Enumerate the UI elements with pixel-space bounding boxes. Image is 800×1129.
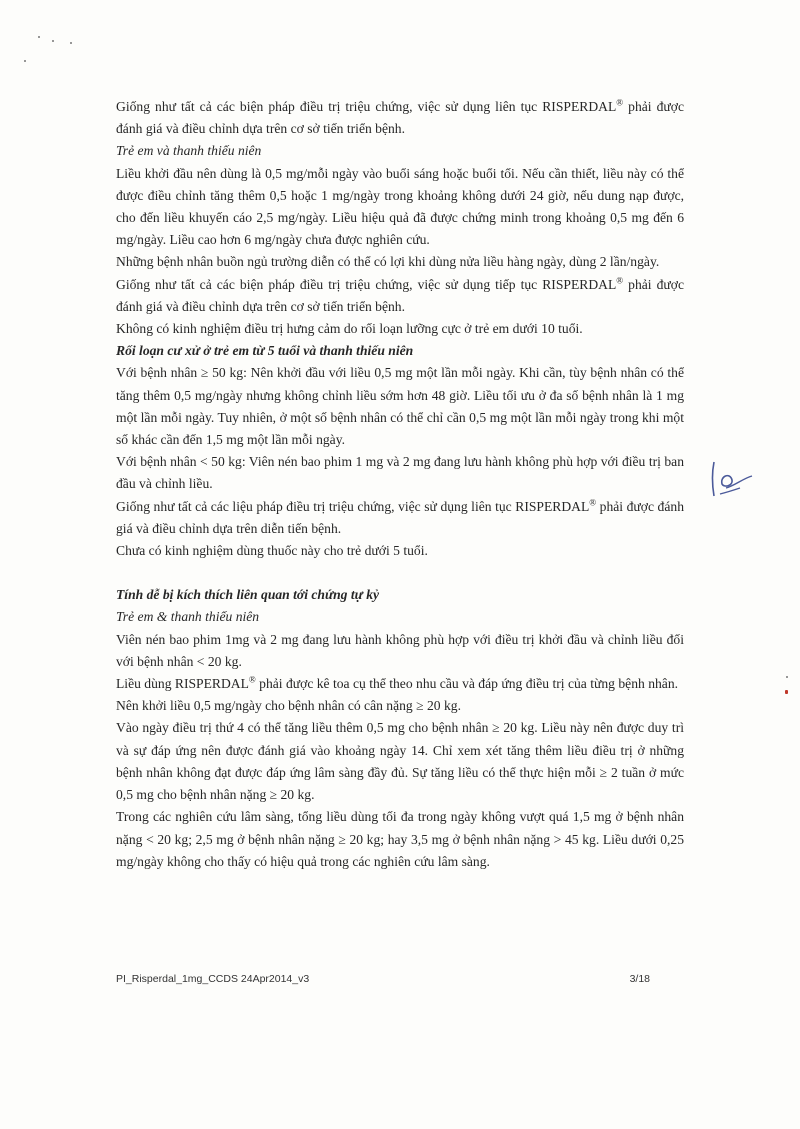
scan-speck: [24, 60, 26, 62]
paragraph: Trong các nghiên cứu lâm sàng, tổng liều dùng tối đa trong ngày không vượt quá 1,5 mg ở bệnh nhân nặng < 20 kg; 2,5 mg ở bệnh nhân nặng ≥ 20 kg; hay 3,5 mg ở bệnh nhân nặng > 45 kg. Liều dưới 0,25 mg/ngày không cho thấy có hiệu quả trong các nghiên cứu lâm sàng.: [116, 809, 684, 869]
signature-mark-icon: [700, 450, 760, 510]
scan-speck: [785, 690, 788, 694]
paragraph: Viên nén bao phim 1mg và 2 mg đang lưu hành không phù hợp với điều trị khởi đầu và chỉnh liều đối với bệnh nhân < 20 kg.: [116, 631, 684, 669]
paragraph: Với bệnh nhân < 50 kg: Viên nén bao phim 1 mg và 2 mg đang lưu hành không phù hợp với điều trị ban đầu và chỉnh liều.: [116, 454, 684, 492]
paragraph: Nên khởi liều 0,5 mg/ngày cho bệnh nhân có cân nặng ≥ 20 kg.: [116, 698, 461, 714]
paragraph: Giống như tất cả các liệu pháp điều trị triệu chứng, việc sử dụng liên tục RISPERDAL® phải được đánh giá và điều chỉnh dựa trên diễn tiến bệnh.: [116, 497, 684, 536]
subheading-children: Trẻ em và thanh thiếu niên: [116, 143, 262, 159]
body-text: [116, 96, 684, 873]
section-heading-irritability: Tính dễ bị kích thích liên quan tới chứng tự kỷ: [116, 587, 380, 603]
paragraph: Những bệnh nhân buồn ngủ trường diễn có thể có lợi khi dùng nửa liều hàng ngày, dùng 2 lần/ngày.: [116, 254, 660, 270]
paragraph: Liều khởi đầu nên dùng là 0,5 mg/mỗi ngày vào buổi sáng hoặc buổi tối. Nếu cần thiết, liều này có thể được điều chỉnh tăng thêm 0,5 hoặc 1 mg/ngày trong khoảng không dưới 24 giờ, nếu dung nạp được, cho đến liều khuyến cáo 2,5 mg/ngày. Liều hiệu quả đã được chứng minh trong khoảng 0,5 mg đến 6 mg/ngày. Liều cao hơn 6 mg/ngày chưa được nghiên cứu.: [116, 165, 684, 248]
subheading-children: Trẻ em & thanh thiếu niên: [116, 609, 260, 625]
document-id: PI_Risperdal_1mg_CCDS 24Apr2014_v3: [116, 973, 310, 985]
paragraph: Giống như tất cả các biện pháp điều trị triệu chứng, việc sử dụng liên tục RISPERDAL® phải được đánh giá và điều chỉnh dựa trên cơ sở tiến triển bệnh.: [116, 97, 684, 137]
section-heading-conduct: Rối loạn cư xử ở trẻ em từ 5 tuổi và thanh thiếu niên: [116, 343, 414, 359]
scan-speck: [52, 40, 54, 42]
scan-speck: [70, 42, 72, 44]
paragraph: Với bệnh nhân ≥ 50 kg: Nên khởi đầu với liều 0,5 mg một lần mỗi ngày. Khi cần, tùy bệnh nhân có thể tăng thêm 0,5 mg/ngày nhưng không chỉnh liều sớm hơn 48 giờ. Liều tối ưu ở đa số bệnh nhân là 1 mg một lần mỗi ngày. Tuy nhiên, ở một số bệnh nhân có thể chỉ cần 0,5 mg một lần mỗi ngày trong khi một số khác cần đến 1,5 mg một lần mỗi ngày.: [116, 365, 684, 448]
page-number: 3/18: [629, 973, 650, 985]
paragraph: Giống như tất cả các biện pháp điều trị triệu chứng, việc sử dụng tiếp tục RISPERDAL® phải được đánh giá và điều chỉnh dựa trên cơ sở tiến triển bệnh.: [116, 275, 684, 314]
paragraph: Không có kinh nghiệm điều trị hưng cảm do rối loạn lưỡng cực ở trẻ em dưới 10 tuổi.: [116, 321, 583, 337]
paragraph-gap: [116, 562, 684, 584]
scan-speck: [38, 36, 40, 38]
paragraph: Vào ngày điều trị thứ 4 có thể tăng liều thêm 0,5 mg cho bệnh nhân ≥ 20 kg. Liều này nên được duy trì và sự đáp ứng nên được đánh giá vào khoảng ngày 14. Chỉ xem xét tăng thêm liều điều trị ở những bệnh nhân không đạt được đáp ứng lâm sàng đầy đủ. Sự tăng liều có thể thực hiện mỗi ≥ 2 tuần ở mức 0,5 mg cho bệnh nhân nặng ≥ 20 kg.: [116, 720, 684, 803]
paragraph: Liều dùng RISPERDAL® phải được kê toa cụ thể theo nhu cầu và đáp ứng điều trị của từng bệnh nhân.: [116, 674, 679, 692]
paragraph: Chưa có kinh nghiệm dùng thuốc này cho trẻ dưới 5 tuổi.: [116, 543, 428, 559]
scan-speck: [786, 676, 788, 678]
